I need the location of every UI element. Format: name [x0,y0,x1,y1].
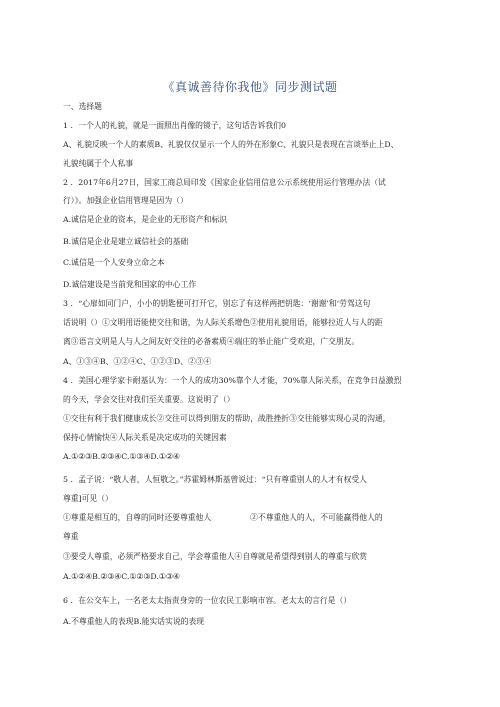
question-line: ③要受人尊重，必须严格要求自己，学会尊重他人④自尊就是希望得到别人的尊重与欣赏 [63,552,368,561]
question-line: 的今天，学会交往对我们至关重要。这说明了（） [63,395,235,404]
section-heading: 一、选择题 [63,102,102,111]
question-line: ①交往有利于我们健康成长②交往可以得到朋友的帮助，战胜挫折③交往能够实现心灵的沟通， [63,414,391,423]
question-line: C.诚信是一个人安身立命之本 [63,258,165,267]
question-line: D.诚信建设是当前党和国家的中心工作 [63,280,197,289]
question-line: ①尊重是相互的，自尊的同时还要尊重他人 ②不尊重他人的人，不可能赢得他人的 [63,513,383,522]
question-line: 尊重 [63,532,79,541]
question-line: 3 ．“心扉如同门户，小小的钥匙便可打开它，别忘了有这样两把钥匙：‘谢谢’和‘劳驾这句 [63,299,371,308]
question-line: 4 ．美国心理学家卡耐基认为：一个人的成功30%靠个人才能，70%靠人际关系，在竞争日益激烈 [63,376,402,385]
question-line: B.诚信是企业是建立诚信社会的基础 [63,237,189,246]
question-line: 尊重]可见（） [63,494,113,503]
question-line: 行）》。加强企业信用管理是因为（） [63,196,188,205]
question-line: A.诚信是企业的资本，是企业的无形资产和标识 [63,215,228,224]
question-line: A.①②③B.②③④C.①③④D.①②④ [63,452,180,461]
document-title: 《真诚善待你我他》同步测试题 [162,80,338,94]
question-line: 话说明（）①文明用语能使交往和谐，为人际关系增色②使用礼貌用语，能够拉近人与人的距 [63,318,383,327]
question-line: 2 ．2017年6月27日，国家工商总局印发《国家企业信用信息公示系统使用运行管理办法（试 [63,178,386,187]
question-line: 礼貌纯属于个人私事 [63,159,134,168]
question-line: A、①③④B、①②④C、①②③D、②③④ [63,357,212,366]
question-line: 保持心情愉快④人际关系是决定成功的关键因素 [63,433,227,442]
question-line: 离③语言文明是人与人之间友好交往的必备素质④端庄的举止能广受欢迎，广交朋友。 [63,337,360,346]
question-line: 5 ．孟子说：“敬人者，人恒敬之。”苏霍姆林斯基曾说过：“只有尊重别人的人才有权受人 [63,475,367,484]
question-line: 6 ．在公交车上，一名老太太指责身旁的一位农民工影响市容。老太太的言行是（） [63,596,352,605]
question-line: A、礼貌反映一个人的素质B、礼貌仅仅显示一个人的外在形象C、礼貌只是表现在言谈举止上D、 [63,140,399,149]
question-line: A.①②④B.②③④C.①②③D.①③④ [63,572,180,581]
question-line: 1 ．一个人的礼貌，就是一面照出肖像的镜子，这句话告诉我们0 [63,121,286,130]
question-line: A.不尊重他人的表现B.能实话实说的表现 [63,617,205,626]
